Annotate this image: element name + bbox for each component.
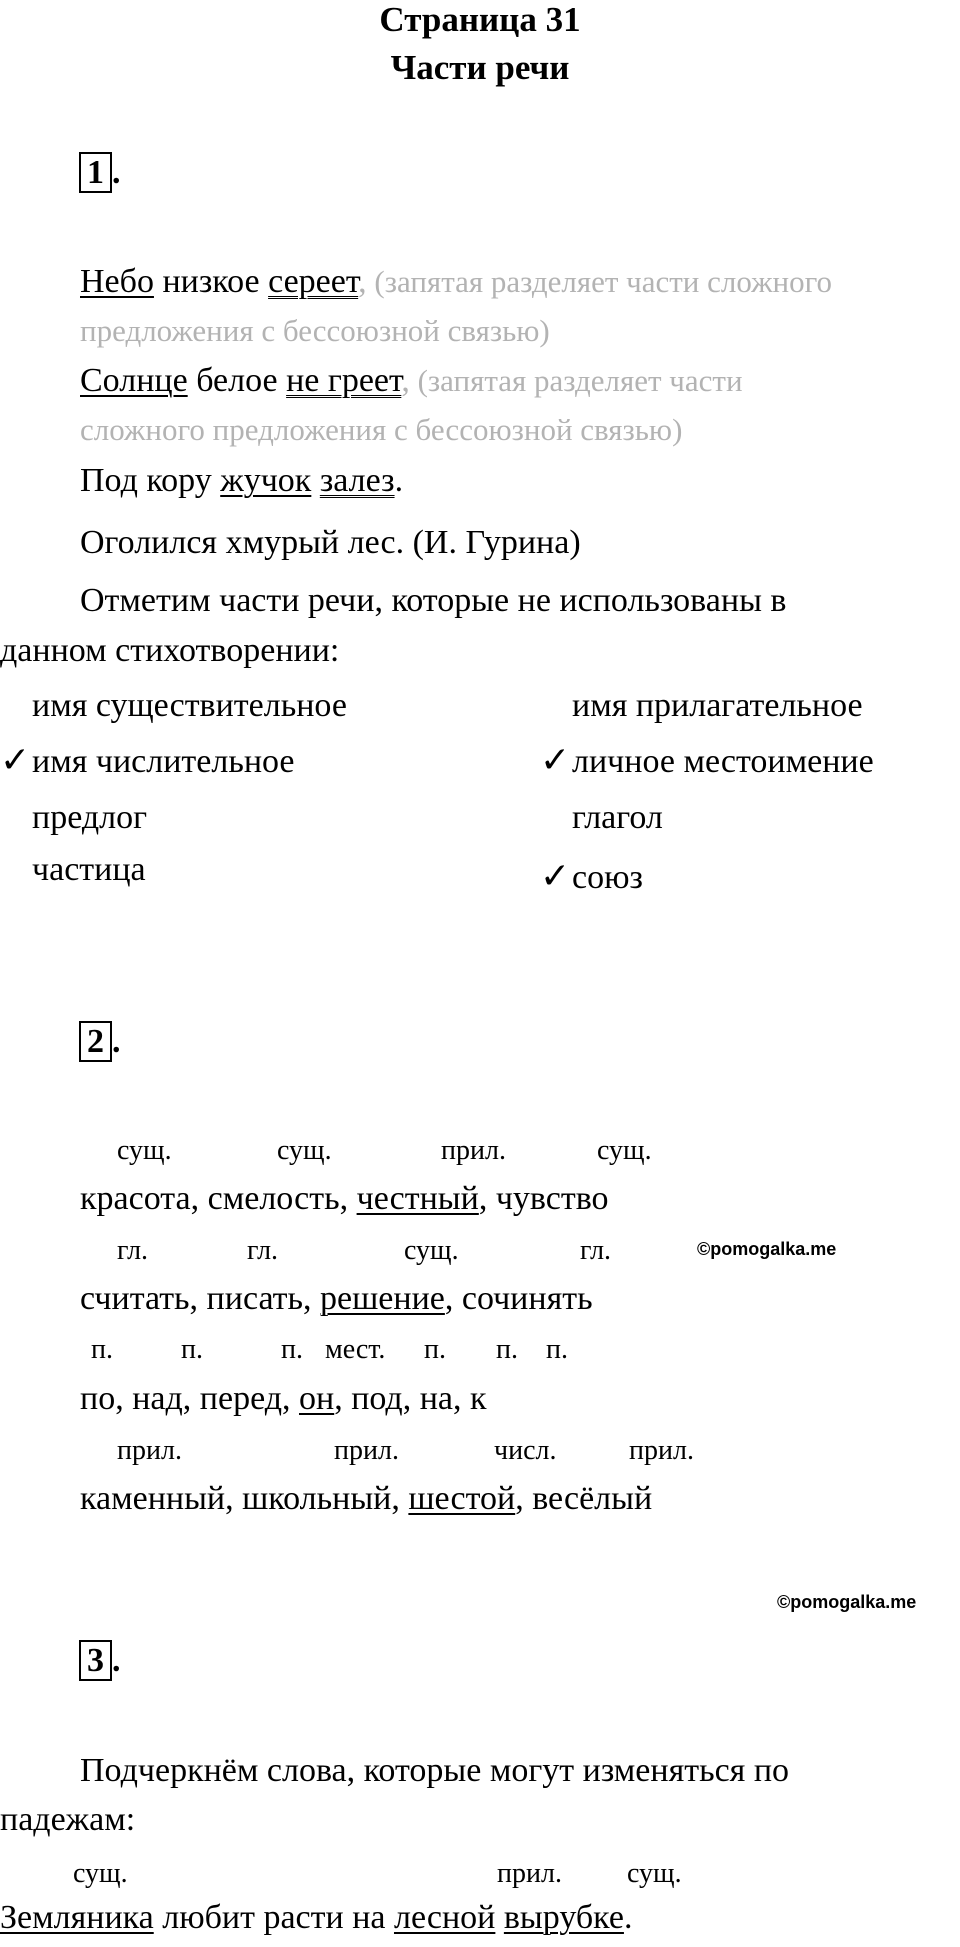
annotation: п.	[546, 1334, 568, 1365]
topic-title: Части речи	[390, 48, 570, 87]
part-particle: частица	[32, 851, 146, 888]
example-sentence: Земляника любит расти на лесной вырубке.	[0, 1899, 633, 1936]
annotation: гл.	[117, 1235, 149, 1266]
sentence-line-4: Оголился хмурый лес. (И. Гурина)	[80, 524, 581, 561]
checkmark-icon: ✓	[540, 740, 571, 781]
part-verb: глагол	[572, 799, 663, 836]
word-row-1: красота, смелость, честный, чувство	[80, 1180, 609, 1217]
annotation: сущ.	[627, 1858, 682, 1889]
annotation: п.	[424, 1334, 446, 1365]
annotation: прил.	[497, 1858, 562, 1889]
word-row-3: по, над, перед, он, под, на, к	[80, 1380, 487, 1417]
part-numeral: имя числительное	[32, 743, 295, 780]
annotation: прил.	[441, 1135, 506, 1166]
annotation: п.	[91, 1334, 113, 1365]
checkmark-icon: ✓	[0, 740, 31, 781]
comment-line-2: сложного предложения с бессоюзной связью)	[80, 412, 683, 447]
annotation: сущ.	[277, 1135, 332, 1166]
watermark: ©pomogalka.me	[777, 1592, 917, 1612]
part-preposition: предлог	[32, 799, 148, 836]
annotation: прил.	[334, 1435, 399, 1466]
part-pronoun: личное местоимение	[572, 743, 874, 780]
annotation: сущ.	[597, 1135, 652, 1166]
annotation: числ.	[494, 1435, 557, 1466]
comment-line-1: предложения с бессоюзной связью)	[80, 313, 550, 348]
instruction-line-1: Отметим части речи, которые не использованы в	[80, 582, 787, 619]
annotation: сущ.	[73, 1858, 128, 1889]
annotation: п.	[496, 1334, 518, 1365]
annotation: п.	[281, 1334, 303, 1365]
instruction-line-2: данном стихотворении:	[0, 632, 340, 669]
checkmark-icon: ✓	[540, 856, 571, 897]
annotation: сущ.	[117, 1135, 172, 1166]
page-number-title: Страница 31	[379, 0, 581, 39]
watermark: ©pomogalka.me	[697, 1239, 837, 1259]
part-noun: имя существительное	[32, 687, 347, 724]
task-1-number: 1 .	[79, 153, 121, 193]
word-row-4: каменный, школьный, шестой, весёлый	[80, 1480, 653, 1517]
annotation: п.	[181, 1334, 203, 1365]
sentence-line-3: Под кору жучок залез.	[80, 462, 404, 499]
sentence-line-2: Солнце белое не греет, (запятая разделяет части	[80, 362, 743, 399]
word-row-2: считать, писать, решение, сочинять	[80, 1280, 593, 1317]
annotation: гл.	[247, 1235, 279, 1266]
task-3-number: 3 .	[79, 1641, 121, 1681]
annotation: гл.	[580, 1235, 612, 1266]
sentence-line-1: Небо низкое сереет, (запятая разделяет части сложного	[80, 263, 833, 300]
instruction-line-1: Подчеркнём слова, которые могут изменяться по	[80, 1752, 790, 1789]
annotation: мест.	[325, 1334, 386, 1365]
task-2-number: 2 .	[79, 1022, 121, 1062]
annotation: прил.	[629, 1435, 694, 1466]
instruction-line-2: падежам:	[0, 1801, 136, 1838]
annotation: прил.	[117, 1435, 182, 1466]
part-adjective: имя прилагательное	[572, 687, 863, 724]
annotation: сущ.	[404, 1235, 459, 1266]
part-conjunction: союз	[572, 859, 643, 896]
